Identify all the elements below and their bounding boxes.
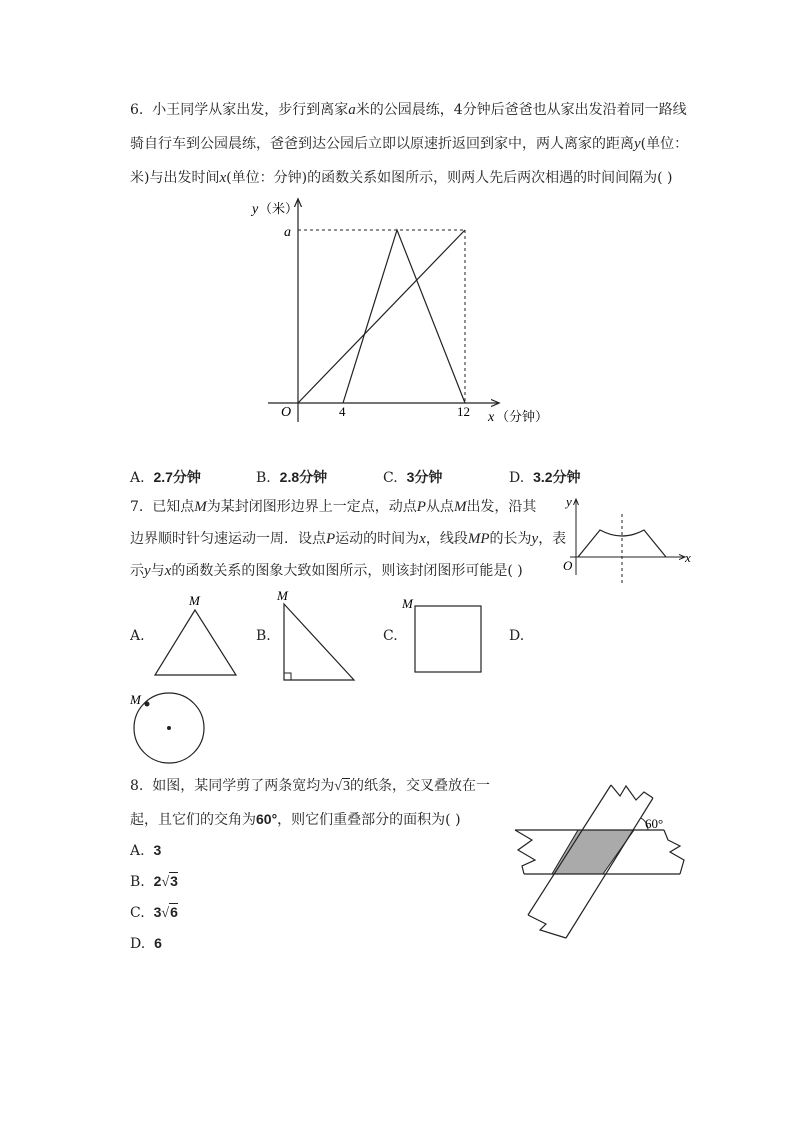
q7-d-m-label: M (130, 692, 141, 707)
q7-square (415, 606, 481, 672)
q6-number: 6. (130, 102, 144, 118)
q6-option-a[interactable]: A. 2.7分钟 (130, 469, 201, 486)
q7-option-d[interactable]: D. (509, 628, 525, 644)
q7-function-graph (555, 492, 700, 588)
q6-option-d[interactable]: D. 3.2分钟 (509, 469, 581, 486)
q6-walker-line (298, 230, 465, 403)
q7-option-c[interactable]: C. (383, 628, 398, 644)
q6-y-unit: （米） (259, 201, 299, 216)
q7-circle-center (167, 726, 171, 730)
q6-line-3: 米)与出发时间x(单位：分钟)的函数关系如图所示，则两人先后两次相遇的时间间隔为( ) (130, 170, 673, 186)
q6-option-c[interactable]: C. 3分钟 (383, 469, 443, 486)
q8-paper-strips-figure (508, 772, 694, 944)
q7-b-m-label: M (277, 588, 288, 603)
q7-right-angle-mark (284, 673, 291, 680)
q8-line-2: 起，且它们的交角为60°，则它们重叠部分的面积为( ) (130, 811, 461, 828)
q7-option-a[interactable]: A. (130, 628, 145, 644)
q7-option-b[interactable]: B. (256, 628, 271, 644)
q6-a-label: a (284, 225, 291, 240)
q8-angle-label: 60° (645, 816, 664, 831)
q7-circle-figure[interactable] (126, 688, 210, 766)
q6-option-b[interactable]: B. 2.8分钟 (256, 469, 328, 486)
q7-origin: O (563, 558, 573, 573)
q6-y-label: y (252, 202, 259, 217)
q7-c-m-label: M (402, 596, 413, 611)
q8-option-b[interactable]: B. 2√3 (130, 873, 178, 890)
q7-a-m-label: M (189, 593, 200, 608)
q7-equilateral-triangle (155, 610, 236, 675)
q7-triangle-figure[interactable] (150, 592, 242, 678)
q6-line-2: 骑自行车到公园晨练，爸爸到达公园后立即以原速折返回到家中，两人离家的距离y(单位： (130, 136, 689, 152)
q6-tick-12: 12 (457, 404, 470, 419)
q7-x-label: x (685, 550, 691, 565)
q6-origin: O (281, 405, 292, 420)
q7-line-3: 示y与x的函数关系的图象大致如图所示，则该封闭图形可能是( ) (130, 563, 523, 579)
q8-slanted-strip-top-tear (611, 785, 653, 800)
q8-number: 8. (130, 778, 144, 794)
q6-line-1: 6. 小王同学从家出发，步行到离家a米的公园晨练，4分钟后爸爸也从家出发沿着同一路线 (130, 102, 687, 118)
q8-overlap-region (552, 830, 634, 874)
q6-x-unit: （分钟） (496, 409, 549, 424)
q6-tick-4: 4 (339, 404, 346, 419)
q7-number: 7. (130, 499, 144, 515)
q8-line-1: 8. 如图，某同学剪了两条宽均为√3的纸条，交叉叠放在一 (130, 778, 490, 794)
q8-horizontal-strip-right-tear (664, 830, 684, 874)
q7-line-2: 边界顺时针匀速运动一周．设点P运动的时间为x，线段MP的长为y，表 (130, 531, 567, 547)
q7-right-triangle-figure[interactable] (272, 586, 360, 682)
q8-slanted-strip-bottom-tear (528, 915, 566, 938)
q6-x-label: x (488, 410, 495, 425)
q7-square-figure[interactable] (398, 594, 486, 676)
q7-circle-point-m (145, 702, 150, 707)
q7-y-label: y (566, 494, 572, 509)
q8-option-c[interactable]: C. 3√6 (130, 904, 178, 921)
q6-cyclist-line (343, 230, 465, 403)
q8-option-d[interactable]: D. 6 (130, 935, 162, 952)
q8-option-a[interactable]: A. 3 (130, 842, 162, 859)
q8-horizontal-strip-left-tear (515, 830, 535, 874)
q7-right-triangle (284, 604, 354, 680)
q7-line-1: 7. 已知点M为某封闭图形边界上一定点，动点P从点M出发，沿其 (130, 499, 537, 515)
q6-distance-time-graph (240, 192, 550, 432)
